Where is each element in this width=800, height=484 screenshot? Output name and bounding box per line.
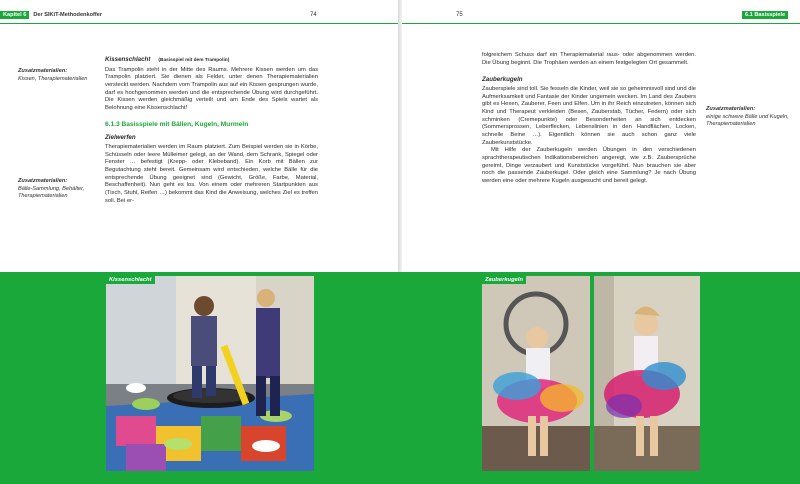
kissenschlacht-illustration bbox=[106, 276, 314, 471]
side-note-2-text: Bälle-Sammlung, Behälter, Therapiematerialien bbox=[18, 185, 85, 200]
caption-zauberkugeln: Zauberkugeln bbox=[482, 276, 526, 284]
side-note-2 bbox=[18, 178, 98, 201]
page-number-right: 75 bbox=[456, 12, 463, 18]
side-note-3-text: einige schwere Bälle und Kugeln, Therapiematerialien bbox=[706, 113, 789, 128]
side-note-1-label: Zusatzmaterialien: bbox=[18, 68, 68, 74]
photo-zauberkugeln-1 bbox=[482, 276, 590, 471]
side-note-2-label: Zusatzmaterialien: bbox=[18, 178, 68, 184]
chapter-tag: Kapitel 6 bbox=[0, 11, 29, 19]
zauberkugeln-illustration-2 bbox=[594, 276, 700, 471]
kissenschlacht-heading: Kissenschlacht (Basisspiel mit dem Trampolin) bbox=[105, 56, 230, 63]
photo-zauberkugeln-2 bbox=[594, 276, 700, 471]
kissenschlacht-text: Das Trampolin steht in der Mitte des Raums. Mehrere Kissen werden um das Trampolin platziert. Sie dienen als Felder, unter denen Therapiematerialien versteckt werden. Nachdem vom Trampolin aus auf ein Kissen gesprungen wurde, darf es hochgenommen werden und die entsprechende Übung wird durchgeführt. Die Kissen werden gleichmäßig verteilt und am Ende des Spiels wartet als Belohnung eine Kissenschlacht! bbox=[105, 66, 318, 111]
zauberkugeln-text-1: Zauberspiele sind toll. Sie fesseln die Kinder, weil sie so geheimnisvoll sind und die Aufmerksamkeit und Fantasie der Kinder ungemein wecken. Im Land des Zaubers gibt es Hexen, Zauberer, Feen und Elfen. Um in ihr Reich einzutreten, können sich Kind und Therapeut verkleiden (Besen, Zauberstab, Tücher, Federn) oder sich schminken (Cremepunkte) oder Besonderheiten an sich entdecken (Sommersprossen, Leberflecken, Lebenslinien in den Handflächen, Locken, schnelle Beine …). Eigentlich können sie auch schon ganz viele Zauberkunststücke. bbox=[482, 85, 696, 146]
left-body bbox=[105, 56, 318, 205]
continued-text: folgreichem Schuss darf ein Therapiematerial raus- oder abgenommen werden. Die Übung beginnt. Die Trophäen werden an einem festgelegten Ort gesammelt. bbox=[482, 52, 696, 66]
running-title: Der SIKiT-Methodenkoffer bbox=[33, 12, 103, 18]
caption-kissenschlacht: Kissenschlacht bbox=[106, 276, 155, 284]
running-header-left bbox=[0, 10, 102, 20]
side-note-1-text: Kissen, Therapiematerialien bbox=[18, 75, 88, 82]
header-rule bbox=[0, 23, 398, 24]
zauberkugeln-text-2: Mit Hilfe der Zauberkugeln werden Übungen in den verschiedenen sprachtherapeutischen Indikationsbereichen angeregt, wie z.B. Zaubersprüche gereimt, Dinge verzaubert und Kunststücke vorgeführt. Nun brauchen sie aber noch die passende Zauberkugel. Oder gleich eine Sammlung? Je nach Übung werden eine oder mehrere Kugeln ausgesucht und bereit gelegt. bbox=[482, 147, 696, 184]
kissenschlacht-note: (Basisspiel mit dem Trampolin) bbox=[158, 58, 230, 63]
zielwerfen-text: Therapiematerialien werden im Raum platziert. Zum Beispiel werden sie in Körbe, Schüsseln oder leere Mülleimer gelegt, an der Wand, dem Schrank, Spiegel oder Fenster … befestigt (Krepp- oder Klebeband). Ein Korb mit Bällen zur Begutachtung steht bereit. Gemeinsam wird entschieden, welche Bälle für die entsprechende Übung geeignet sind (Gewicht, Größe, Farbe, Material, Beschaffenheit). Nun geht es los. Von einem oder mehreren Startpunkten aus (Tisch, Stuhl, Reifen …) bekommt das Kind die Anweisung, welches Ziel es treffen soll. Bei er- bbox=[105, 143, 318, 204]
side-note-3-label: Zusatzmaterialien: bbox=[706, 106, 756, 112]
header-rule-right bbox=[402, 23, 800, 24]
running-header-right bbox=[742, 10, 788, 20]
zauberkugeln-heading: Zauberkugeln bbox=[482, 76, 523, 84]
side-note-1 bbox=[18, 68, 98, 83]
right-body bbox=[482, 52, 696, 186]
zauberkugeln-illustration-1 bbox=[482, 276, 590, 471]
side-note-3 bbox=[706, 106, 796, 129]
photo-kissenschlacht bbox=[106, 276, 314, 471]
page-number-left: 74 bbox=[310, 12, 317, 18]
running-title-right: 6.1 Basisspiele bbox=[742, 11, 788, 19]
section-heading: 6.1.3 Basisspiele mit Bällen, Kugeln, Murmeln bbox=[105, 120, 249, 128]
zielwerfen-heading: Zielwerfen bbox=[105, 134, 136, 142]
